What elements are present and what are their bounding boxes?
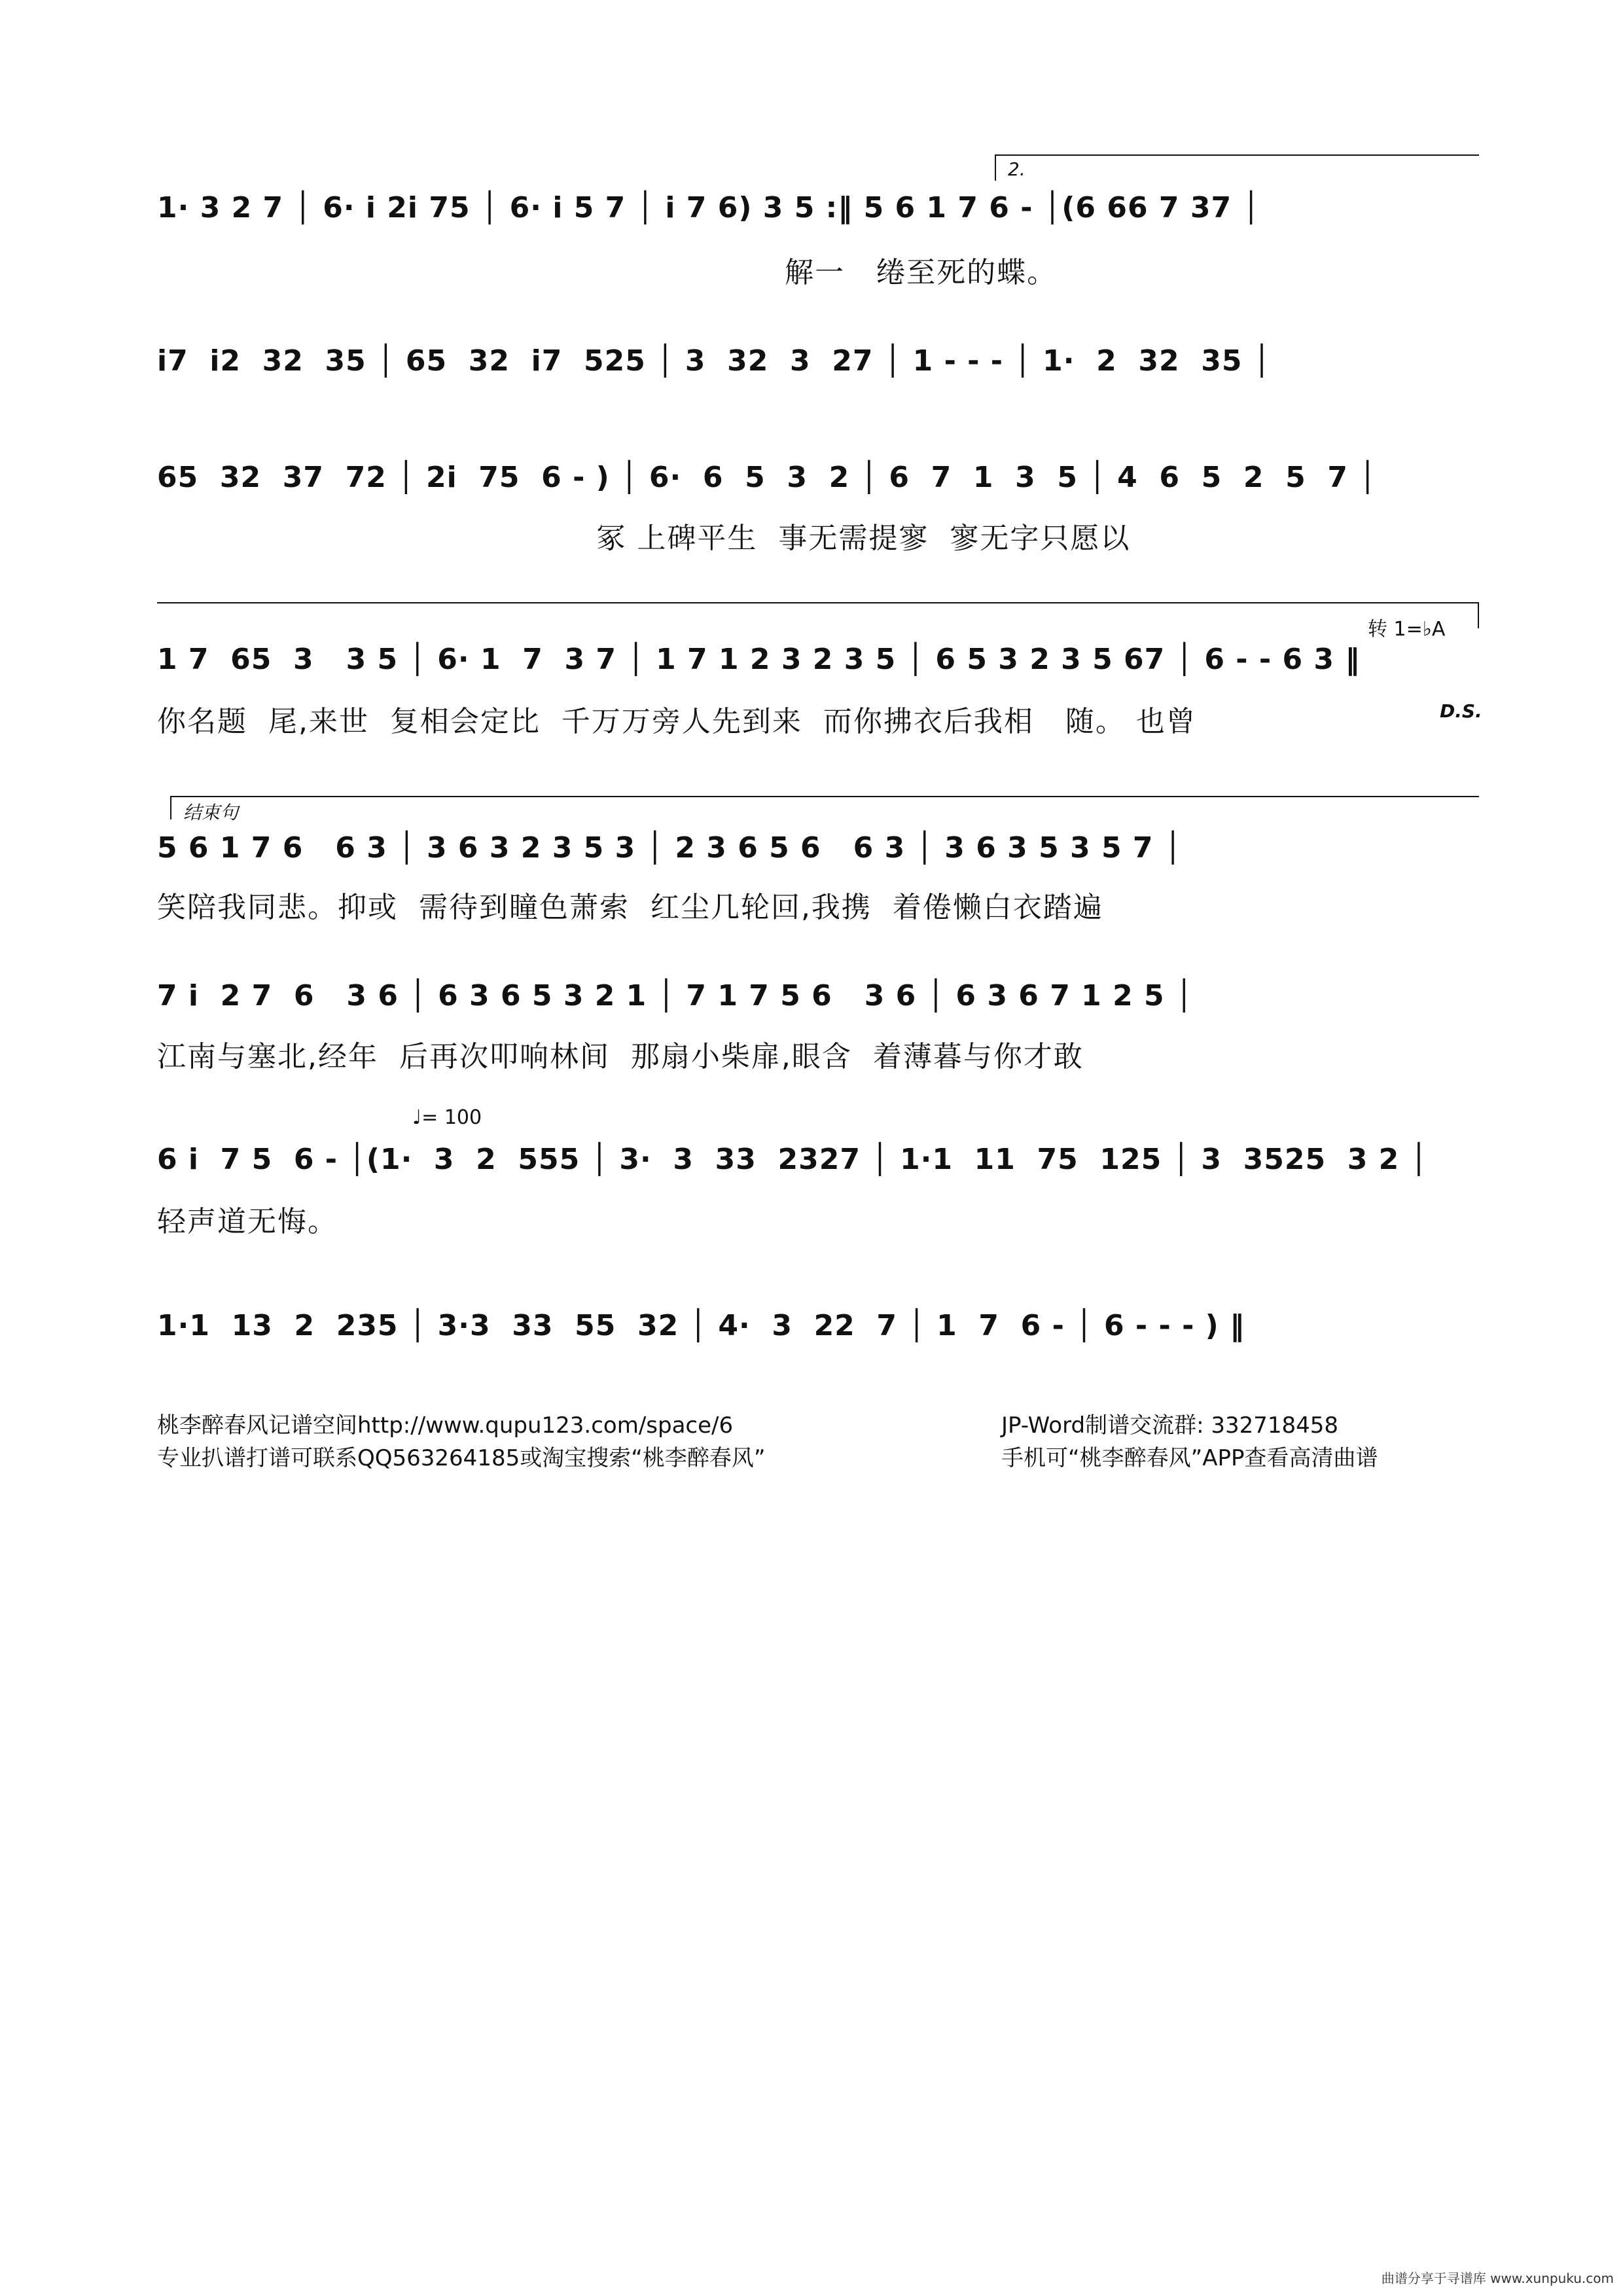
notation-line: 65 32 37 72 │ 2i 75 6 - ) │ 6· 6 5 3 2 │ 6 7 1 3 5 │ 4 6 5 2 5 7 │: [157, 461, 1377, 494]
phrase-bracket-end: [1478, 602, 1479, 628]
phrase-bracket-line: [157, 602, 1479, 603]
score-system-6: [157, 969, 1479, 1086]
lyrics-line: 冢 上碑平生 事无需提寥 寥无字只愿以: [157, 522, 1131, 555]
ds-marking: D.S.: [1440, 700, 1482, 722]
score-system-5: [157, 779, 1479, 929]
notation-line: 1· 3 2 7 │ 6· i 2i 75 │ 6· i 5 7 │ i 7 6) 3 5 :‖ 5 6 1 7 6 - │(6 66 7 37 │: [157, 191, 1260, 224]
notation-line: 1 7 65 3 3 5 │ 6· 1 7 3 7 │ 1 7 1 2 3 2 3 5 │ 6 5 3 2 3 5 67 │ 6 - - 6 3 ‖: [157, 643, 1361, 676]
notation-line: i7 i2 32 35 │ 65 32 i7 525 │ 3 32 3 27 │ 1 - - - │ 1· 2 32 35 │: [157, 344, 1272, 378]
score-system-8: [157, 1302, 1479, 1381]
lyrics-line: 轻声道无悔。: [157, 1205, 338, 1238]
lyrics-line: 你名题 尾,来世 复相会定比 千万万旁人先到来 而你拂衣后我相 随。 也曾: [157, 705, 1196, 738]
score-system-4: [157, 589, 1482, 740]
ending-label: 结束句: [183, 802, 239, 823]
score-system-3: [157, 452, 1479, 569]
ending-bracket-start: [170, 796, 171, 819]
score-system-2: [157, 334, 1479, 425]
tempo-marking: ♩= 100: [412, 1106, 482, 1129]
score-system-7: [157, 1106, 1479, 1250]
volta-line: [995, 154, 1479, 156]
lyrics-line: 解一 绻至死的蝶。: [157, 256, 1058, 289]
notation-line: 7 i 2 7 6 3 6 │ 6 3 6 5 3 2 1 │ 7 1 7 5 6 3 6 │ 6 3 6 7 1 2 5 │: [157, 979, 1194, 1013]
lyrics-line: 江南与塞北,经年 后再次叩响林间 那扇小柴扉,眼含 着薄暮与你才敢: [157, 1040, 1084, 1073]
footer-left-line-2: 专业扒谱打谱可联系QQ563264185或淘宝搜索“桃李醉春风”: [157, 1445, 766, 1471]
notation-line: 6 i 7 5 6 - │(1· 3 2 555 │ 3· 3 33 2327 │ 1·1 11 75 125 │ 3 3525 3 2 │: [157, 1143, 1429, 1176]
footer-left-line-1: 桃李醉春风记谱空间http://www.qupu123.com/space/6: [157, 1412, 734, 1439]
notation-line: 5 6 1 7 6 6 3 │ 3 6 3 2 3 5 3 │ 2 3 6 5 6 6 3 │ 3 6 3 5 3 5 7 │: [157, 831, 1183, 865]
key-change-label: 转 1=♭A: [1368, 618, 1446, 641]
volta-2-label: 2.: [1008, 158, 1026, 180]
ending-bracket-line: [170, 796, 1479, 797]
lyrics-line: 笑陪我同悲。抑或 需待到瞳色萧索 红尘几轮回,我携 着倦懒白衣踏遍: [157, 891, 1103, 924]
footer-right-line-2: 手机可“桃李醉春风”APP查看高清曲谱: [1001, 1445, 1378, 1471]
notation-line: 1·1 13 2 235 │ 3·3 33 55 32 │ 4· 3 22 7 │ 1 7 6 - │ 6 - - - ) ‖: [157, 1309, 1245, 1342]
score-system-1: [157, 151, 1479, 295]
site-watermark: 曲谱分享于寻谱库 www.xunpuku.com: [1381, 2270, 1614, 2286]
volta-bracket: [995, 154, 996, 181]
footer-right-line-1: JP-Word制谱交流群: 332718458: [1001, 1412, 1339, 1439]
